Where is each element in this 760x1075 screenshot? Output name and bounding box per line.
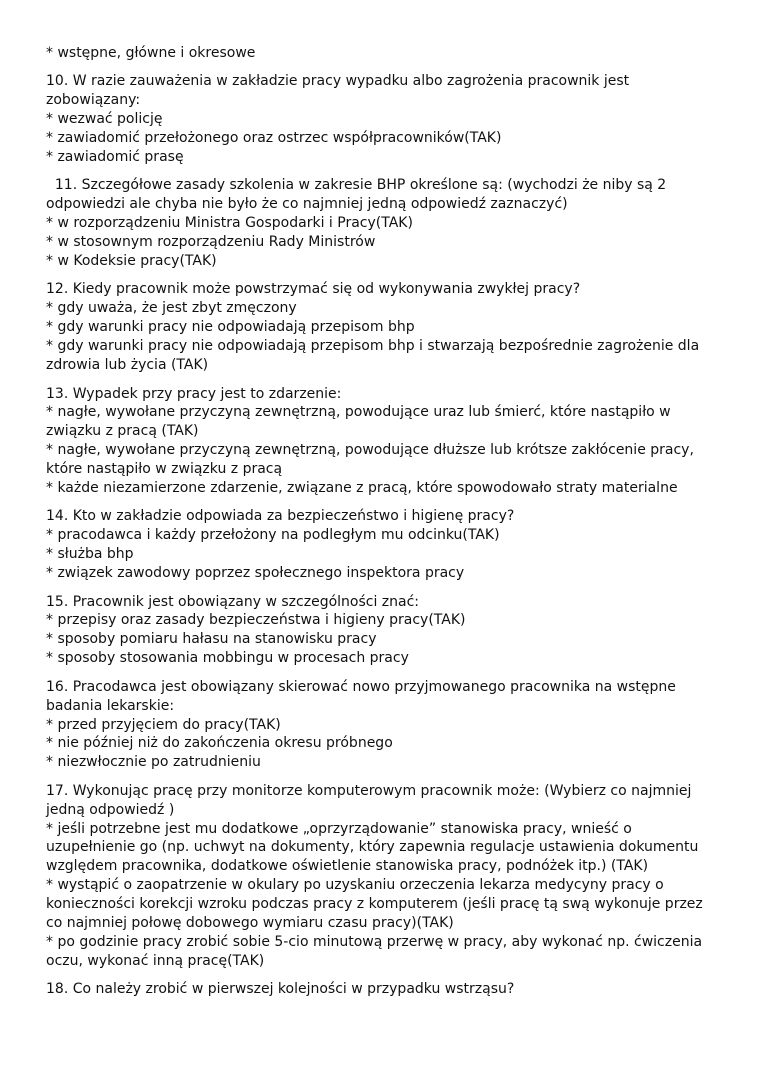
answer-option: oczu, wykonać inną pracę(TAK) xyxy=(46,952,265,969)
answer-line: * wstępne, główne i okresowe xyxy=(46,45,256,61)
question-text: 14. Kto w zakładzie odpowiada za bezpieczeństwo i higienę pracy? xyxy=(46,508,515,525)
question-block-13 xyxy=(46,385,714,498)
answer-option: * przepisy oraz zasady bezpieczeństwa i higieny pracy(TAK) xyxy=(46,612,466,629)
question-block-15 xyxy=(46,593,714,669)
question-text: 15. Pracownik jest obowiązany w szczególności znać: xyxy=(46,593,420,610)
question-text: badania lekarskie: xyxy=(46,697,175,714)
answer-option: zdrowia lub życia (TAK) xyxy=(46,357,209,374)
question-block-18 xyxy=(46,980,714,999)
answer-option: * w stosownym rozporządzeniu Rady Ministrów xyxy=(46,234,376,251)
answer-option: konieczności korekcji wzroku podczas pracy z komputerem (jeśli pracę tą swą wykonuje przez xyxy=(46,896,703,913)
question-block-11 xyxy=(46,176,714,271)
answer-option: * zawiadomić prasę xyxy=(46,149,184,166)
question-text: 16. Pracodawca jest obowiązany skierować nowo przyjmowanego pracownika na wstępne xyxy=(46,678,676,695)
question-text: jedną odpowiedź ) xyxy=(46,801,175,818)
question-block-16 xyxy=(46,678,714,773)
question-text: zobowiązany: xyxy=(46,92,141,109)
answer-option: * pracodawca i każdy przełożony na podległym mu odcinku(TAK) xyxy=(46,527,500,544)
answer-option: względem pracownika, dodatkowe oświetlenie stanowiska pracy, podnóżek itp.) (TAK) xyxy=(46,858,649,875)
answer-option: * wezwać policję xyxy=(46,111,163,128)
answer-option: * niezwłocznie po zatrudnieniu xyxy=(46,754,261,771)
question-text: 13. Wypadek przy pracy jest to zdarzenie: xyxy=(46,385,342,402)
answer-option: * gdy uważa, że jest zbyt zmęczony xyxy=(46,300,297,317)
answer-option: uzupełnienie go (np. uchwyt na dokumenty, który zapewnia regulacje ustawienia dokumentu xyxy=(46,839,699,856)
question-text: odpowiedzi ale chyba nie było że co najmniej jedną odpowiedź zaznaczyć) xyxy=(46,196,568,213)
question-text: 17. Wykonując pracę przy monitorze komputerowym pracownik może: (Wybierz co najmniej xyxy=(46,782,692,799)
answer-option: * nagłe, wywołane przyczyną zewnętrzną, powodujące uraz lub śmierć, które nastąpiło w xyxy=(46,404,671,421)
answer-option: * sposoby pomiaru hałasu na stanowisku pracy xyxy=(46,631,377,648)
answer-option: * nie później niż do zakończenia okresu próbnego xyxy=(46,735,393,752)
answer-option: * gdy warunki pracy nie odpowiadają przepisom bhp i stwarzają bezpośrednie zagrożenie dla xyxy=(46,338,700,355)
question-text: 10. W razie zauważenia w zakładzie pracy wypadku albo zagrożenia pracownik jest xyxy=(46,73,630,90)
answer-option: * w Kodeksie pracy(TAK) xyxy=(46,253,217,270)
question-block-17 xyxy=(46,782,714,971)
answer-option: * wystąpić o zaopatrzenie w okulary po uzyskaniu orzeczenia lekarza medycyny pracy o xyxy=(46,877,664,894)
question-text: 12. Kiedy pracownik może powstrzymać się od wykonywania zwykłej pracy? xyxy=(46,281,581,298)
answer-block-9 xyxy=(46,44,714,63)
answer-option: * w rozporządzeniu Ministra Gospodarki i Pracy(TAK) xyxy=(46,215,413,232)
answer-option: * gdy warunki pracy nie odpowiadają przepisom bhp xyxy=(46,319,415,336)
answer-option: * przed przyjęciem do pracy(TAK) xyxy=(46,716,281,733)
answer-option: * zawiadomić przełożonego oraz ostrzec współpracowników(TAK) xyxy=(46,130,502,147)
answer-option: * nagłe, wywołane przyczyną zewnętrzną, powodujące dłuższe lub krótsze zakłócenie pracy, xyxy=(46,442,694,459)
answer-option: * po godzinie pracy zrobić sobie 5-cio minutową przerwę w pracy, aby wykonać np. ćwiczenia xyxy=(46,933,703,950)
answer-option: * jeśli potrzebne jest mu dodatkowe „oprzyrządowanie” stanowiska pracy, wnieść o xyxy=(46,820,632,837)
answer-option: * związek zawodowy poprzez społecznego inspektora pracy xyxy=(46,565,465,582)
question-text: 11. Szczegółowe zasady szkolenia w zakresie BHP określone są: (wychodzi że niby są 2 xyxy=(46,177,667,194)
answer-option: * służba bhp xyxy=(46,546,134,563)
answer-option: które nastąpiło w związku z pracą xyxy=(46,461,283,478)
answer-option: * sposoby stosowania mobbingu w procesach pracy xyxy=(46,650,409,667)
document-page xyxy=(46,44,714,1009)
question-block-10 xyxy=(46,72,714,167)
answer-option: * każde niezamierzone zdarzenie, związane z pracą, które spowodowało straty materialne xyxy=(46,480,678,497)
question-text: 18. Co należy zrobić w pierwszej kolejności w przypadku wstrząsu? xyxy=(46,981,515,998)
question-block-12 xyxy=(46,280,714,375)
answer-option: co najmniej połowę dobowego wymiaru czasu pracy)(TAK) xyxy=(46,915,454,932)
question-block-14 xyxy=(46,507,714,583)
answer-option: związku z pracą (TAK) xyxy=(46,423,199,440)
